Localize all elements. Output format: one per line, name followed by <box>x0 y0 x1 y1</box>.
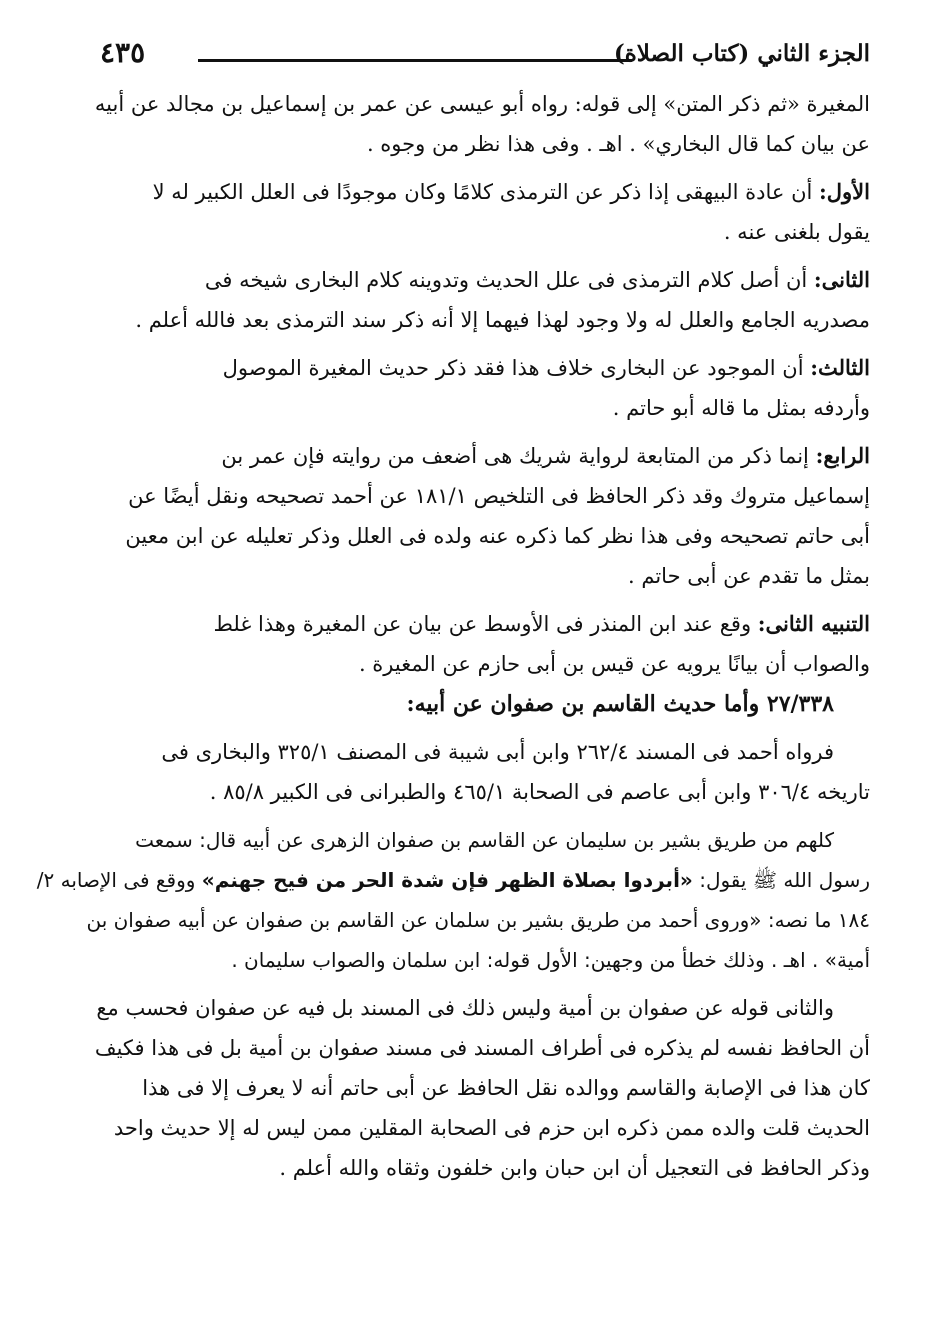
text-line: المغيرة «ثم ذكر المتن» إلى قوله: رواه أبو عيسى عن عمر بن إسماعيل بن مجالد عن أبيه <box>94 92 870 116</box>
text-line <box>36 860 870 900</box>
text-line: أن الحافظ نفسه لم يذكره فى أطراف المسند فى مسند صفوان بن أمية بل فى هذا فكيف <box>94 1036 870 1060</box>
text-line: فرواه أحمد فى المسند ٢٦٢/٤ وابن أبى شيبة فى المصنف ٣٢٥/١ والبخارى فى <box>161 740 834 764</box>
text-line: يقول بلغنى عنه . <box>723 220 870 244</box>
text-line <box>100 604 870 644</box>
text-segment: رسول الله ﷺ يقول: <box>699 868 870 892</box>
notice-label: التنبيه الثانى: <box>757 611 870 636</box>
text-line <box>100 348 870 388</box>
text-line: كان هذا فى الإصابة والقاسم ووالده نقل الحافظ عن أبى حاتم أنه لا يعرف إلا فى هذا <box>142 1076 870 1100</box>
point-label-third: الثالث: <box>810 355 870 380</box>
text-segment: أن عادة البيهقى إذا ذكر عن الترمذى كلامًا وكان موجودًا فى العلل الكبير له لا <box>152 180 813 204</box>
text-line: عن بيان كما قال البخاري» . اهـ . وفى هذا نظر من وجوه . <box>366 132 870 156</box>
text-line <box>100 172 870 212</box>
text-segment: إنما ذكر من المتابعة لرواية شريك هى أضعف من روايته فإن عمر بن <box>221 444 809 468</box>
page-header <box>100 36 870 78</box>
text-line <box>100 436 870 476</box>
text-line: والصواب أن بيانًا يرويه عن قيس بن أبى حازم عن المغيرة . <box>358 652 870 676</box>
running-title: الجزء الثاني (كتاب الصلاة) <box>613 40 870 67</box>
text-line: ١٨٤ ما نصه: «وروى أحمد من طريق بشير بن سلمان عن القاسم بن صفوان عن أبيه صفوان بن <box>86 908 870 932</box>
page-body <box>36 84 870 1188</box>
text-line: إسماعيل متروك وقد ذكر الحافظ فى التلخيص ١٨١/١ عن أحمد تصحيحه ونقل أيضًا عن <box>128 484 870 508</box>
text-line: والثانى قوله عن صفوان بن أمية وليس ذلك فى المسند بل فيه عن صفوان فحسب مع <box>96 996 834 1020</box>
hadith-quote: «أبردوا بصلاة الظهر فإن شدة الحر من فيح جهنم» <box>201 868 693 892</box>
page-number: ٤٣٥ <box>100 36 146 69</box>
text-line: كلهم من طريق بشير بن سليمان عن القاسم بن صفوان الزهرى عن أبيه قال: سمعت <box>135 828 834 852</box>
text-line: الحديث قلت والده ممن ذكره ابن حزم فى الصحابة المقلين ممن ليس له إلا حديث واحد <box>113 1116 870 1140</box>
text-line <box>100 260 870 300</box>
point-label-second: الثانى: <box>813 267 870 292</box>
text-line: وذكر الحافظ فى التعجيل أن ابن حبان وابن خلفون وثقاه والله أعلم . <box>279 1156 870 1180</box>
text-line: مصدريه الجامع والعلل له ولا وجود لهذا فيهما إلا أنه ذكر سند الترمذى بعد فالله أعلم . <box>135 308 870 332</box>
header-rule <box>198 59 632 62</box>
text-segment: أن أصل كلام الترمذى فى علل الحديث وتدوينه كلام البخارى شيخه فى <box>204 268 808 292</box>
text-line: تاريخه ٣٠٦/٤ وابن أبى عاصم فى الصحابة ٤٦٥/١ والطبرانى فى الكبير ٨٥/٨ . <box>209 780 870 804</box>
text-segment: وقع عند ابن المنذر فى الأوسط عن بيان عن المغيرة وهذا غلط <box>213 612 752 636</box>
text-line: أمية» . اهـ . وذلك خطأ من وجهين: الأول قوله: ابن سلمان والصواب سليمان . <box>231 948 870 972</box>
point-label-first: الأول: <box>819 179 870 204</box>
text-line: أبى حاتم تصحيحه وفى هذا نظر كما ذكره عنه ولده فى العلل وذكر تعليله عن ابن معين <box>125 524 870 548</box>
text-segment: ووقع فى الإصابه ٢/ <box>36 868 196 892</box>
section-heading: ٢٧/٣٣٨ وأما حديث القاسم بن صفوان عن أبيه: <box>406 691 834 717</box>
point-label-fourth: الرابع: <box>815 443 870 468</box>
text-segment: أن الموجود عن البخارى خلاف هذا فقد ذكر حديث المغيرة الموصول <box>222 356 804 380</box>
text-line: وأردفه بمثل ما قاله أبو حاتم . <box>612 396 870 420</box>
text-line: بمثل ما تقدم عن أبى حاتم . <box>628 564 870 588</box>
